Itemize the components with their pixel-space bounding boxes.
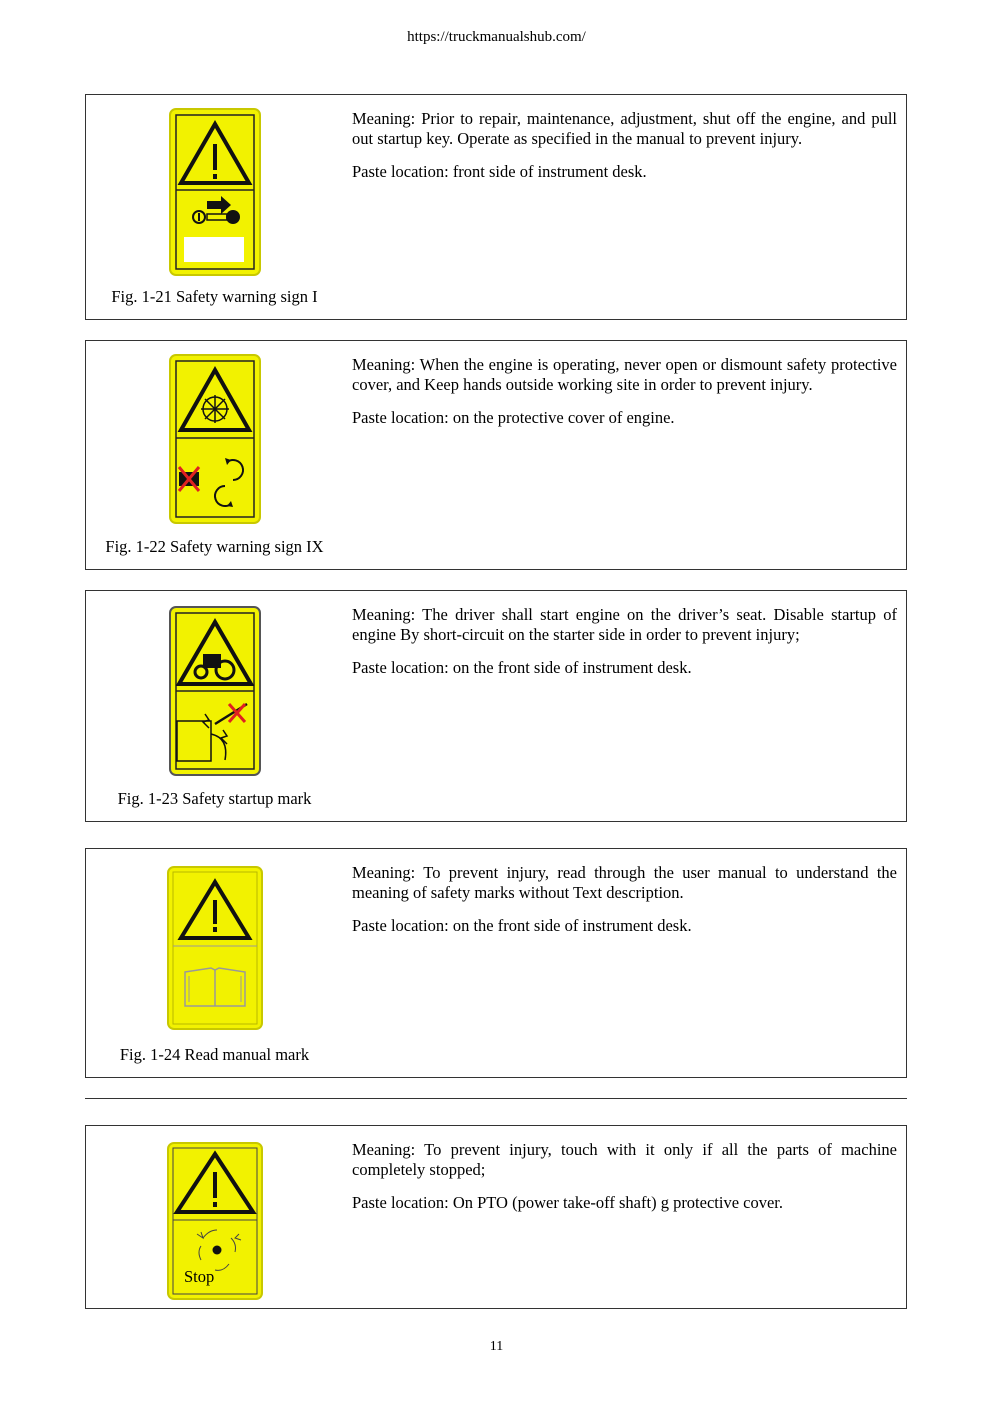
- header-url: https://truckmanualshub.com/: [407, 29, 586, 45]
- key-removal-warning-icon: [169, 108, 261, 276]
- meaning-text: Meaning: The driver shall start engine on the driver’s seat. Disable startup of engine By short-circuit on the starter side in order to prevent injury;: [352, 605, 897, 644]
- figure-caption: Fig. 1-24 Read manual mark: [119, 1045, 310, 1064]
- meaning-text: Meaning: To prevent injury, read through the user manual to understand the meaning of safety marks without Text description.: [352, 863, 897, 902]
- sign-column: [86, 591, 343, 821]
- paste-location-text: Paste location: front side of instrument desk.: [352, 162, 647, 181]
- paste-location-text: Paste location: On PTO (power take-off shaft) g protective cover.: [352, 1193, 784, 1212]
- figure-caption: Fig. 1-21 Safety warning sign I: [111, 287, 318, 306]
- sign-column: [86, 95, 343, 319]
- sign-column: [86, 341, 343, 569]
- section-divider: [85, 1098, 907, 1099]
- sign-column: [86, 849, 343, 1077]
- meaning-text: Meaning: To prevent injury, touch with it only if all the parts of machine completely stopped;: [352, 1140, 897, 1179]
- description: [352, 863, 897, 949]
- description: [352, 109, 897, 195]
- description: [352, 1140, 897, 1226]
- figure-caption: Fig. 1-23 Safety startup mark: [117, 789, 312, 808]
- safety-sign-row: [85, 848, 907, 1078]
- meaning-text: Meaning: Prior to repair, maintenance, adjustment, shut off the engine, and pull out startup key. Operate as specified in the manual to prevent injury.: [352, 109, 897, 148]
- tractor-short-circuit-warning-icon: [169, 606, 261, 776]
- paste-location-text: Paste location: on the front side of instrument desk.: [352, 916, 692, 935]
- pto-rotation-warning-icon: [167, 1142, 263, 1300]
- meaning-text: Meaning: When the engine is operating, never open or dismount safety protective cover, and Keep hands outside working site in order to prevent injury.: [352, 355, 897, 394]
- rotating-parts-hand-warning-icon: [169, 354, 261, 524]
- page-number: 11: [489, 1339, 504, 1354]
- paste-location-text: Paste location: on the protective cover of engine.: [352, 408, 675, 427]
- safety-sign-row: [85, 94, 907, 320]
- description: [352, 605, 897, 691]
- read-manual-warning-icon: [167, 866, 263, 1030]
- description: [352, 355, 897, 441]
- safety-sign-row: [85, 590, 907, 822]
- safety-sign-row: [85, 340, 907, 570]
- sign-stop-label: Stop: [184, 1267, 215, 1286]
- paste-location-text: Paste location: on the front side of instrument desk.: [352, 658, 692, 677]
- figure-caption: Fig. 1-22 Safety warning sign IX: [105, 537, 324, 556]
- sign-column: [86, 1126, 343, 1308]
